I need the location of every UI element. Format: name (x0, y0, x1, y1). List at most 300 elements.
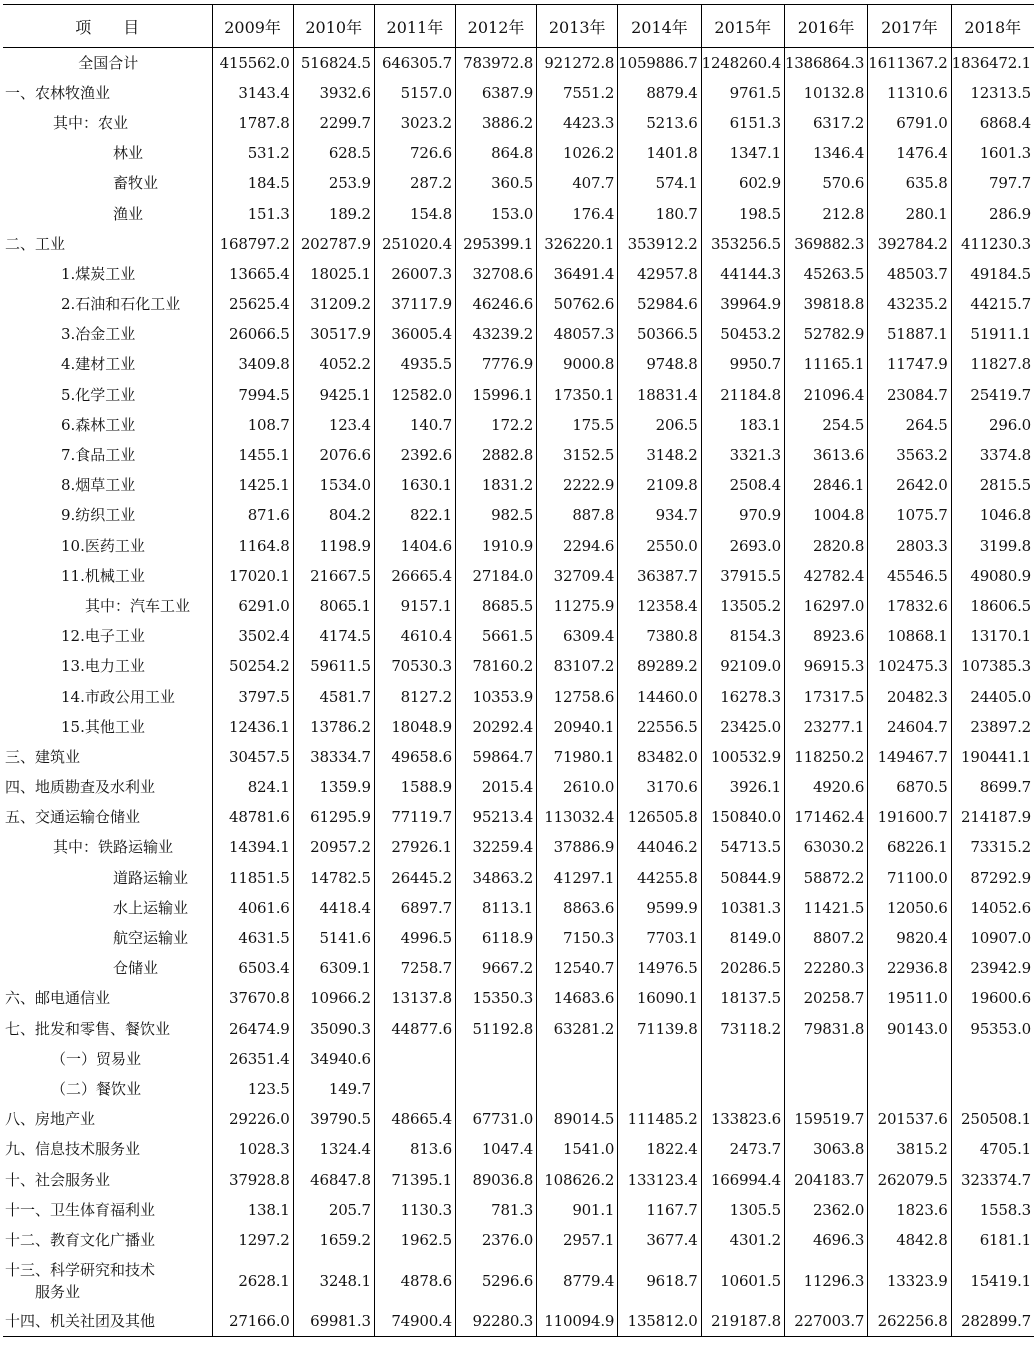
value-cell: 3815.2 (868, 1134, 951, 1164)
value-cell: 43235.2 (868, 289, 951, 319)
table-row (3, 470, 1034, 500)
value-cell: 7551.2 (537, 78, 618, 108)
value-cell: 73315.2 (951, 832, 1034, 862)
value-cell: 45263.5 (784, 259, 867, 289)
value-cell: 6317.2 (784, 108, 867, 138)
value-cell: 8154.3 (701, 621, 784, 651)
value-cell: 415562.0 (212, 48, 293, 78)
value-cell: 83482.0 (618, 742, 701, 772)
table-row (3, 1134, 1034, 1164)
value-cell: 1588.9 (374, 772, 455, 802)
value-cell (374, 1074, 455, 1104)
value-cell: 202787.9 (293, 229, 374, 259)
value-cell: 1047.4 (455, 1134, 536, 1164)
value-cell: 4418.4 (293, 893, 374, 923)
value-cell: 32259.4 (455, 832, 536, 862)
header-year: 2014年 (618, 5, 701, 48)
row-label: 其中：农业 (53, 113, 129, 132)
value-cell: 1164.8 (212, 531, 293, 561)
table-row (3, 198, 1034, 228)
value-cell: 8149.0 (701, 923, 784, 953)
value-cell: 9157.1 (374, 591, 455, 621)
header-year: 2010年 (293, 5, 374, 48)
value-cell: 92109.0 (701, 651, 784, 681)
table-row (3, 259, 1034, 289)
value-cell: 198.5 (701, 198, 784, 228)
value-cell: 804.2 (293, 500, 374, 530)
table-row (3, 380, 1034, 410)
table-row (3, 500, 1034, 530)
value-cell: 934.7 (618, 500, 701, 530)
row-label: 四、地质勘查及水利业 (5, 778, 156, 797)
value-cell: 36005.4 (374, 319, 455, 349)
value-cell: 4610.4 (374, 621, 455, 651)
value-cell: 189.2 (293, 198, 374, 228)
value-cell: 1541.0 (537, 1134, 618, 1164)
value-cell: 11296.3 (784, 1255, 867, 1306)
value-cell: 1831.2 (455, 470, 536, 500)
row-label: 其中：铁路运输业 (53, 838, 174, 857)
value-cell (951, 1044, 1034, 1074)
value-cell: 70530.3 (374, 651, 455, 681)
value-cell: 23425.0 (701, 712, 784, 742)
value-cell: 10868.1 (868, 621, 951, 651)
value-cell: 6309.4 (537, 621, 618, 651)
value-cell: 24405.0 (951, 681, 1034, 711)
value-cell: 6118.9 (455, 923, 536, 953)
value-cell: 30457.5 (212, 742, 293, 772)
value-cell: 11747.9 (868, 349, 951, 379)
value-cell: 970.9 (701, 500, 784, 530)
value-cell (701, 1044, 784, 1074)
value-cell: 22280.3 (784, 953, 867, 983)
value-cell: 11827.8 (951, 349, 1034, 379)
value-cell: 219187.8 (701, 1306, 784, 1336)
value-cell: 49658.6 (374, 742, 455, 772)
value-cell: 1404.6 (374, 531, 455, 561)
value-cell: 32708.6 (455, 259, 536, 289)
value-cell: 14394.1 (212, 832, 293, 862)
value-cell: 7380.8 (618, 621, 701, 651)
value-cell: 1962.5 (374, 1225, 455, 1255)
table-row (3, 410, 1034, 440)
value-cell: 153.0 (455, 198, 536, 228)
value-cell: 14782.5 (293, 863, 374, 893)
row-label: 仓储业 (113, 959, 159, 978)
value-cell: 1659.2 (293, 1225, 374, 1255)
value-cell: 3932.6 (293, 78, 374, 108)
value-cell (455, 1074, 536, 1104)
value-cell: 19600.6 (951, 983, 1034, 1013)
value-cell: 102475.3 (868, 651, 951, 681)
value-cell: 49080.9 (951, 561, 1034, 591)
value-cell: 12050.6 (868, 893, 951, 923)
row-label: 4.建材工业 (61, 355, 136, 374)
value-cell: 43239.2 (455, 319, 536, 349)
value-cell: 48057.3 (537, 319, 618, 349)
value-cell: 10132.8 (784, 78, 867, 108)
value-cell: 3797.5 (212, 681, 293, 711)
value-cell: 1130.3 (374, 1195, 455, 1225)
value-cell: 6291.0 (212, 591, 293, 621)
table-row (3, 1044, 1034, 1074)
value-cell: 190441.1 (951, 742, 1034, 772)
value-cell: 89289.2 (618, 651, 701, 681)
value-cell: 15419.1 (951, 1255, 1034, 1306)
value-cell: 887.8 (537, 500, 618, 530)
table-row (3, 1164, 1034, 1194)
value-cell: 52782.9 (784, 319, 867, 349)
value-cell: 51192.8 (455, 1014, 536, 1044)
value-cell: 574.1 (618, 168, 701, 198)
value-cell: 628.5 (293, 138, 374, 168)
value-cell: 126505.8 (618, 802, 701, 832)
value-cell: 3170.6 (618, 772, 701, 802)
value-cell: 1046.8 (951, 500, 1034, 530)
value-cell: 39790.5 (293, 1104, 374, 1134)
value-cell: 250508.1 (951, 1104, 1034, 1134)
value-cell: 1630.1 (374, 470, 455, 500)
value-cell: 135812.0 (618, 1306, 701, 1336)
value-cell: 13323.9 (868, 1255, 951, 1306)
value-cell: 4996.5 (374, 923, 455, 953)
value-cell (868, 1074, 951, 1104)
value-cell: 353256.5 (701, 229, 784, 259)
value-cell: 3409.8 (212, 349, 293, 379)
value-cell: 16090.1 (618, 983, 701, 1013)
value-cell: 10353.9 (455, 681, 536, 711)
value-cell: 1346.4 (784, 138, 867, 168)
value-cell: 96915.3 (784, 651, 867, 681)
value-cell: 204183.7 (784, 1164, 867, 1194)
value-cell: 251020.4 (374, 229, 455, 259)
value-cell: 8779.4 (537, 1255, 618, 1306)
value-cell: 5296.6 (455, 1255, 536, 1306)
value-cell: 37915.5 (701, 561, 784, 591)
value-cell: 46847.8 (293, 1164, 374, 1194)
value-cell: 369882.3 (784, 229, 867, 259)
value-cell: 783972.8 (455, 48, 536, 78)
value-cell: 27926.1 (374, 832, 455, 862)
value-cell: 205.7 (293, 1195, 374, 1225)
value-cell: 1611367.2 (868, 48, 951, 78)
value-cell: 296.0 (951, 410, 1034, 440)
value-cell: 74900.4 (374, 1306, 455, 1336)
table-row (3, 229, 1034, 259)
row-label: 7.食品工业 (61, 446, 136, 465)
value-cell: 8127.2 (374, 681, 455, 711)
value-cell: 14052.6 (951, 893, 1034, 923)
value-cell: 151.3 (212, 198, 293, 228)
value-cell: 35090.3 (293, 1014, 374, 1044)
value-cell: 9950.7 (701, 349, 784, 379)
value-cell: 4842.8 (868, 1225, 951, 1255)
value-cell: 140.7 (374, 410, 455, 440)
investment-table (3, 4, 1034, 1337)
row-label: 畜牧业 (113, 174, 159, 193)
value-cell: 12358.4 (618, 591, 701, 621)
value-cell: 149467.7 (868, 742, 951, 772)
value-cell: 9000.8 (537, 349, 618, 379)
value-cell: 73118.2 (701, 1014, 784, 1044)
value-cell: 2820.8 (784, 531, 867, 561)
value-cell: 3563.2 (868, 440, 951, 470)
table-row (3, 48, 1034, 78)
value-cell: 26007.3 (374, 259, 455, 289)
table-row (3, 138, 1034, 168)
value-cell: 4935.5 (374, 349, 455, 379)
table-row (3, 1195, 1034, 1225)
value-cell: 1198.9 (293, 531, 374, 561)
value-cell: 3143.4 (212, 78, 293, 108)
row-label: 航空运输业 (113, 929, 189, 948)
table-row (3, 923, 1034, 953)
value-cell: 1455.1 (212, 440, 293, 470)
value-cell: 30517.9 (293, 319, 374, 349)
value-cell: 12313.5 (951, 78, 1034, 108)
row-label: 8.烟草工业 (61, 476, 136, 495)
value-cell: 602.9 (701, 168, 784, 198)
value-cell: 31209.2 (293, 289, 374, 319)
table-row (3, 591, 1034, 621)
value-cell: 2815.5 (951, 470, 1034, 500)
value-cell: 39964.9 (701, 289, 784, 319)
value-cell: 282899.7 (951, 1306, 1034, 1336)
value-cell: 23897.2 (951, 712, 1034, 742)
value-cell: 54713.5 (701, 832, 784, 862)
value-cell: 1359.9 (293, 772, 374, 802)
value-cell: 48665.4 (374, 1104, 455, 1134)
value-cell: 17020.1 (212, 561, 293, 591)
value-cell: 21184.8 (701, 380, 784, 410)
value-cell: 32709.4 (537, 561, 618, 591)
value-cell: 1558.3 (951, 1195, 1034, 1225)
value-cell: 6791.0 (868, 108, 951, 138)
value-cell: 50366.5 (618, 319, 701, 349)
row-label: 三、建筑业 (5, 747, 81, 766)
value-cell: 184.5 (212, 168, 293, 198)
value-cell: 71139.8 (618, 1014, 701, 1044)
value-cell: 6181.1 (951, 1225, 1034, 1255)
value-cell: 262256.8 (868, 1306, 951, 1336)
value-cell: 77119.7 (374, 802, 455, 832)
value-cell: 901.1 (537, 1195, 618, 1225)
value-cell: 1028.3 (212, 1134, 293, 1164)
value-cell: 2693.0 (701, 531, 784, 561)
value-cell: 2294.6 (537, 531, 618, 561)
row-label: 八、房地产业 (5, 1110, 96, 1129)
value-cell: 37117.9 (374, 289, 455, 319)
value-cell: 8065.1 (293, 591, 374, 621)
value-cell: 14683.6 (537, 983, 618, 1013)
row-label: 六、邮电通信业 (5, 989, 111, 1008)
value-cell: 18137.5 (701, 983, 784, 1013)
row-label: 九、信息技术服务业 (5, 1140, 141, 1159)
value-cell: 63030.2 (784, 832, 867, 862)
value-cell: 63281.2 (537, 1014, 618, 1044)
table-header (3, 5, 1034, 48)
value-cell: 61295.9 (293, 802, 374, 832)
value-cell: 214187.9 (951, 802, 1034, 832)
value-cell: 813.6 (374, 1134, 455, 1164)
value-cell: 19511.0 (868, 983, 951, 1013)
value-cell: 34863.2 (455, 863, 536, 893)
value-cell: 287.2 (374, 168, 455, 198)
value-cell: 20957.2 (293, 832, 374, 862)
row-label: 五、交通运输仓储业 (5, 808, 141, 827)
value-cell: 1004.8 (784, 500, 867, 530)
value-cell: 2508.4 (701, 470, 784, 500)
table-row (3, 983, 1034, 1013)
value-cell: 8113.1 (455, 893, 536, 923)
value-cell: 12540.7 (537, 953, 618, 983)
value-cell: 29226.0 (212, 1104, 293, 1134)
value-cell: 1075.7 (868, 500, 951, 530)
row-label: （一）贸易业 (51, 1049, 142, 1068)
value-cell: 570.6 (784, 168, 867, 198)
value-cell: 1026.2 (537, 138, 618, 168)
value-cell: 39818.8 (784, 289, 867, 319)
value-cell: 123.4 (293, 410, 374, 440)
value-cell: 1167.7 (618, 1195, 701, 1225)
value-cell: 10381.3 (701, 893, 784, 923)
value-cell: 2015.4 (455, 772, 536, 802)
row-label: 11.机械工业 (61, 566, 145, 585)
row-label: 渔业 (113, 204, 144, 223)
value-cell: 1601.3 (951, 138, 1034, 168)
value-cell: 69981.3 (293, 1306, 374, 1336)
value-cell: 133823.6 (701, 1104, 784, 1134)
value-cell: 87292.9 (951, 863, 1034, 893)
value-cell: 138.1 (212, 1195, 293, 1225)
header-year: 2011年 (374, 5, 455, 48)
value-cell: 9425.1 (293, 380, 374, 410)
value-cell: 201537.6 (868, 1104, 951, 1134)
value-cell: 6309.1 (293, 953, 374, 983)
value-cell: 212.8 (784, 198, 867, 228)
value-cell: 52984.6 (618, 289, 701, 319)
value-cell: 23942.9 (951, 953, 1034, 983)
value-cell: 3677.4 (618, 1225, 701, 1255)
value-cell: 4423.3 (537, 108, 618, 138)
value-cell: 4878.6 (374, 1255, 455, 1306)
table-row (3, 621, 1034, 651)
value-cell: 16278.3 (701, 681, 784, 711)
value-cell: 227003.7 (784, 1306, 867, 1336)
value-cell: 191600.7 (868, 802, 951, 832)
value-cell: 42957.8 (618, 259, 701, 289)
table-row (3, 681, 1034, 711)
header-year: 2017年 (868, 5, 951, 48)
row-label: 十、社会服务业 (5, 1170, 111, 1189)
value-cell: 295399.1 (455, 229, 536, 259)
value-cell: 79831.8 (784, 1014, 867, 1044)
value-cell: 326220.1 (537, 229, 618, 259)
value-cell: 13505.2 (701, 591, 784, 621)
value-cell: 10907.0 (951, 923, 1034, 953)
header-row (3, 5, 1034, 48)
value-cell: 159519.7 (784, 1104, 867, 1134)
value-cell: 42782.4 (784, 561, 867, 591)
row-label: 14.市政公用工业 (61, 687, 175, 706)
value-cell: 12436.1 (212, 712, 293, 742)
value-cell: 180.7 (618, 198, 701, 228)
value-cell: 1836472.1 (951, 48, 1034, 78)
value-cell: 2803.3 (868, 531, 951, 561)
value-cell: 1324.4 (293, 1134, 374, 1164)
value-cell: 107385.3 (951, 651, 1034, 681)
value-cell: 9667.2 (455, 953, 536, 983)
value-cell: 26665.4 (374, 561, 455, 591)
row-label: 2.石油和石化工业 (61, 295, 181, 314)
header-year: 2013年 (537, 5, 618, 48)
value-cell: 5141.6 (293, 923, 374, 953)
value-cell: 824.1 (212, 772, 293, 802)
value-cell: 8923.6 (784, 621, 867, 651)
table-row (3, 953, 1034, 983)
value-cell: 71100.0 (868, 863, 951, 893)
value-cell: 864.8 (455, 138, 536, 168)
row-label: 十三、科学研究和技术 服务业 (5, 1260, 156, 1301)
value-cell: 262079.5 (868, 1164, 951, 1194)
value-cell: 90143.0 (868, 1014, 951, 1044)
value-cell: 3023.2 (374, 108, 455, 138)
table-row (3, 319, 1034, 349)
table-row (3, 531, 1034, 561)
value-cell: 14976.5 (618, 953, 701, 983)
value-cell: 822.1 (374, 500, 455, 530)
value-cell: 797.7 (951, 168, 1034, 198)
value-cell: 22936.8 (868, 953, 951, 983)
value-cell: 360.5 (455, 168, 536, 198)
value-cell (618, 1044, 701, 1074)
value-cell: 4174.5 (293, 621, 374, 651)
row-label: 七、批发和零售、餐饮业 (5, 1019, 171, 1038)
table-row (3, 1014, 1034, 1044)
value-cell: 50762.6 (537, 289, 618, 319)
value-cell: 18025.1 (293, 259, 374, 289)
value-cell: 13786.2 (293, 712, 374, 742)
value-cell: 2642.0 (868, 470, 951, 500)
value-cell: 108626.2 (537, 1164, 618, 1194)
value-cell: 36491.4 (537, 259, 618, 289)
table-row (3, 772, 1034, 802)
value-cell: 2376.0 (455, 1225, 536, 1255)
value-cell: 48503.7 (868, 259, 951, 289)
value-cell: 2109.8 (618, 470, 701, 500)
value-cell: 4301.2 (701, 1225, 784, 1255)
value-cell: 12758.6 (537, 681, 618, 711)
value-cell: 44144.3 (701, 259, 784, 289)
value-cell: 89036.8 (455, 1164, 536, 1194)
table-row (3, 1074, 1034, 1104)
value-cell: 6151.3 (701, 108, 784, 138)
header-year: 2012年 (455, 5, 536, 48)
value-cell: 1297.2 (212, 1225, 293, 1255)
value-cell: 20258.7 (784, 983, 867, 1013)
row-label: 10.医药工业 (61, 536, 145, 555)
value-cell: 4052.2 (293, 349, 374, 379)
value-cell: 6503.4 (212, 953, 293, 983)
value-cell: 15996.1 (455, 380, 536, 410)
value-cell: 20940.1 (537, 712, 618, 742)
value-cell: 7258.7 (374, 953, 455, 983)
value-cell: 264.5 (868, 410, 951, 440)
table-row (3, 863, 1034, 893)
value-cell: 2550.0 (618, 531, 701, 561)
value-cell: 2222.9 (537, 470, 618, 500)
value-cell: 1059886.7 (618, 48, 701, 78)
